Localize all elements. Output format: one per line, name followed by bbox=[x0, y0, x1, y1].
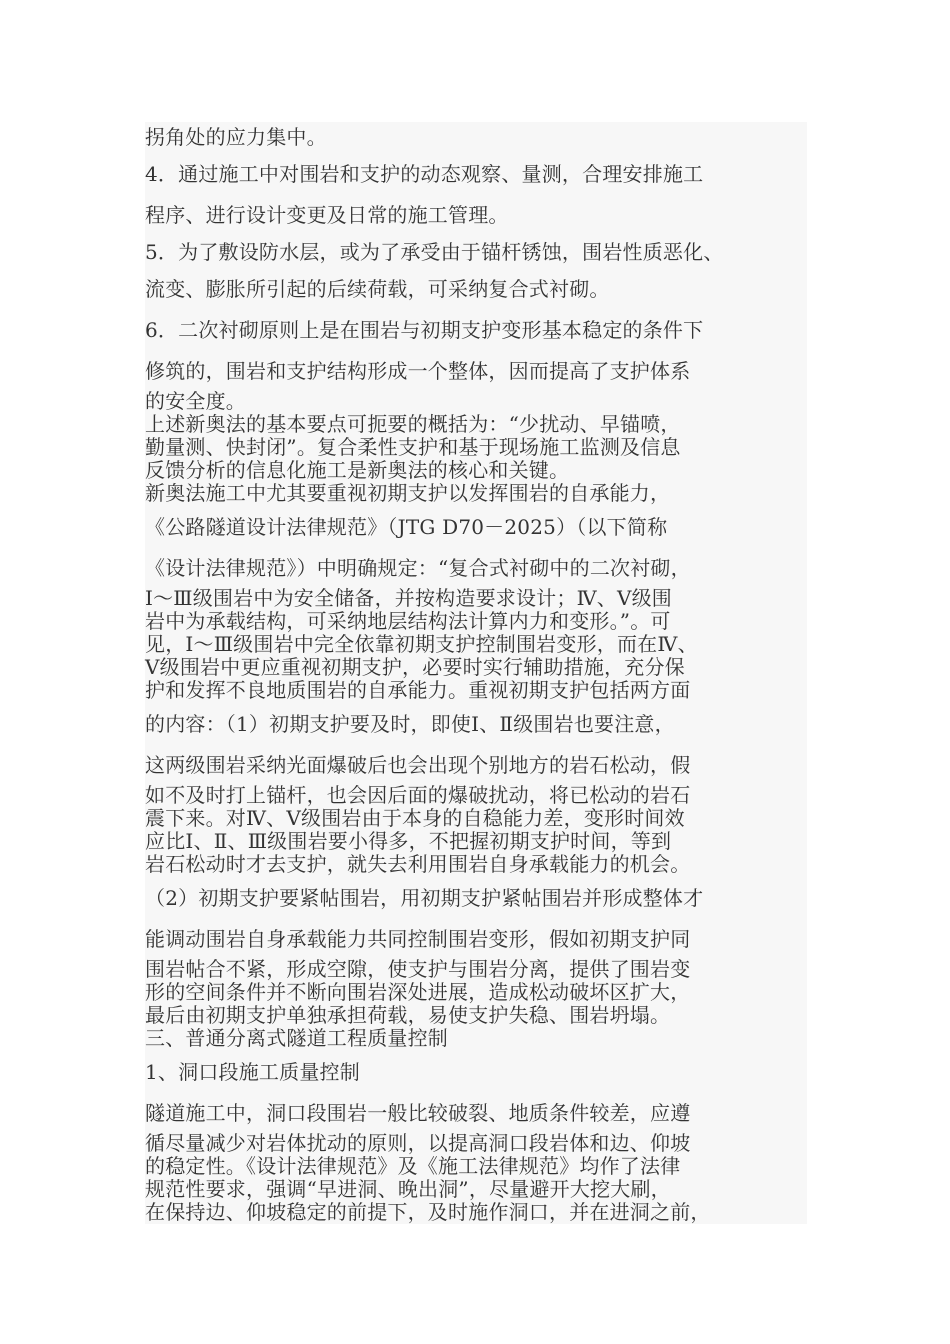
text-line: 程序、进行设计变更及日常的施工管理。 bbox=[145, 203, 509, 227]
text-line: Ⅴ级围岩中更应重视初期支护，必要时实行辅助措施，充分保 bbox=[145, 655, 685, 679]
text-line: 如不及时打上锚杆，也会因后面的爆破扰动，将已松动的岩石 bbox=[145, 783, 691, 807]
text-line: 应比Ⅰ、Ⅱ、Ⅲ级围岩要小得多，不把握初期支护时间，等到 bbox=[145, 829, 672, 853]
text-line: 拐角处的应力集中。 bbox=[145, 125, 327, 149]
text-line: 《公路隧道设计法律规范》（JTG D70－2025）（以下简称 bbox=[145, 515, 668, 539]
text-line: 《设计法律规范》）中明确规定：“复合式衬砌中的二次衬砌， bbox=[145, 556, 691, 580]
text-line: 反馈分析的信息化施工是新奥法的核心和关键。 bbox=[145, 458, 570, 482]
text-line: 能调动围岩自身承载能力共同控制围岩变形，假如初期支护同 bbox=[145, 927, 691, 951]
text-line: 的安全度。 bbox=[145, 389, 246, 413]
text-line: 修筑的，围岩和支护结构形成一个整体，因而提高了支护体系 bbox=[145, 359, 691, 383]
text-line: 护和发挥不良地质围岩的自承能力。重视初期支护包括两方面 bbox=[145, 678, 691, 702]
text-line: 的稳定性。《设计法律规范》及《施工法律规范》均作了法律 bbox=[145, 1154, 681, 1178]
text-line: 隧道施工中，洞口段围岩一般比较破裂、地质条件较差，应遵 bbox=[145, 1101, 691, 1125]
text-line: 形的空间条件并不断向围岩深处进展，造成松动破坏区扩大， bbox=[145, 980, 691, 1004]
text-line: 的内容：（1）初期支护要及时，即使Ⅰ、Ⅱ级围岩也要注意， bbox=[145, 712, 675, 736]
text-line: 围岩帖合不紧，形成空隙，使支护与围岩分离，提供了围岩变 bbox=[145, 957, 691, 981]
text-line: 这两级围岩采纳光面爆破后也会出现个别地方的岩石松动，假 bbox=[145, 753, 691, 777]
text-line: 岩中为承载结构，可采纳地层结构法计算内力和变形。”。可 bbox=[145, 609, 671, 633]
text-line: （2）初期支护要紧帖围岩，用初期支护紧帖围岩并形成整体才 bbox=[145, 886, 704, 910]
subsection-heading: 1、洞口段施工质量控制 bbox=[145, 1060, 360, 1084]
text-line: 新奥法施工中尤其要重视初期支护以发挥围岩的自承能力， bbox=[145, 481, 671, 505]
text-line: 上述新奥法的基本要点可扼要的概括为：“少扰动、早锚喷， bbox=[145, 412, 681, 436]
text-line: 最后由初期支护单独承担荷载，易使支护失稳、围岩坍塌。 bbox=[145, 1003, 671, 1027]
section-heading: 三、普通分离式隧道工程质量控制 bbox=[145, 1026, 448, 1050]
text-line: 5．为了敷设防水层，或为了承受由于锚杆锈蚀，围岩性质恶化、 bbox=[145, 240, 724, 264]
text-line: 勤量测、快封闭”。复合柔性支护和基于现场施工监测及信息 bbox=[145, 435, 681, 459]
text-line: 6．二次衬砌原则上是在围岩与初期支护变形基本稳定的条件下 bbox=[145, 318, 704, 342]
text-line: 在保持边、仰坡稳定的前提下，及时施作洞口，并在进洞之前， bbox=[145, 1200, 711, 1224]
text-line: 震下来。对Ⅳ、Ⅴ级围岩由于本身的自稳能力差，变形时间效 bbox=[145, 806, 685, 830]
text-line: 循尽量减少对岩体扰动的原则，以提高洞口段岩体和边、仰坡 bbox=[145, 1131, 691, 1155]
text-line: 4．通过施工中对围岩和支护的动态观察、量测，合理安排施工 bbox=[145, 162, 704, 186]
document-body bbox=[145, 122, 807, 1224]
text-line: 流变、膨胀所引起的后续荷载，可采纳复合式衬砌。 bbox=[145, 277, 610, 301]
text-line: 规范性要求，强调“早进洞、晚出洞”，尽量避开大挖大刷， bbox=[145, 1177, 671, 1201]
text-line: 见，Ⅰ～Ⅲ级围岩中完全依靠初期支护控制围岩变形，而在Ⅳ、 bbox=[145, 632, 698, 656]
text-line: Ⅰ～Ⅲ级围岩中为安全储备，并按构造要求设计；Ⅳ、Ⅴ级围 bbox=[145, 586, 673, 610]
text-line: 岩石松动时才去支护，就失去利用围岩自身承载能力的机会。 bbox=[145, 852, 691, 876]
